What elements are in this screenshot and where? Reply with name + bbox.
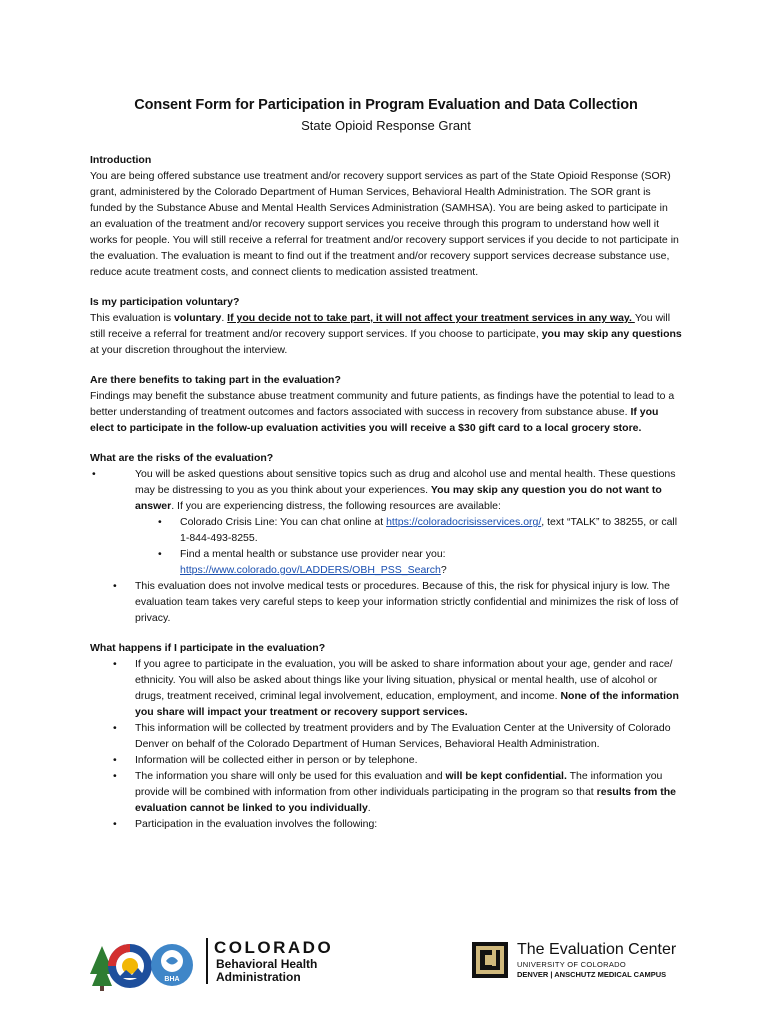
text-run: The information you provide will be combined with information from other individuals participating in the program so that xyxy=(135,770,663,798)
resources-list xyxy=(135,514,682,578)
document-subtitle: State Opioid Response Grant xyxy=(301,118,471,133)
text-run: Find a mental health or substance use provider near you: xyxy=(180,548,446,560)
benefits-paragraph xyxy=(90,388,682,436)
colorado-title: COLORADO xyxy=(206,938,366,958)
list-item: • This information will be collected by treatment providers and by The Evaluation Center at the University of Colorado Denver on behalf of the Colorado Department of Human Services, Behavioral Health Administration. xyxy=(90,720,682,752)
evaluation-center-title: The Evaluation Center xyxy=(517,941,677,958)
university-label: UNIVERSITY OF COLORADO xyxy=(517,960,626,969)
list-item: • This evaluation does not involve medical tests or procedures. Because of this, the risk for physical injury is low. The evaluation team takes very careful steps to keep your information strictly confidential and minimizes the risk of loss of privacy. xyxy=(90,578,682,626)
text-run: You will still receive a referral for treatment and/or recovery support services. If you choose to participate, xyxy=(90,312,671,340)
section-voluntary xyxy=(90,294,682,358)
participate-list xyxy=(90,656,682,832)
evaluation-center-wordmark xyxy=(517,940,676,980)
bold-run: None of the information you share will impact your treatment or recovery support services. xyxy=(135,690,679,718)
bold-run: voluntary xyxy=(174,312,222,324)
text-run: This evaluation is xyxy=(90,312,175,324)
crisis-services-link[interactable]: https://coloradocrisisservices.org/ xyxy=(386,516,542,528)
section-heading: Are there benefits to taking part in the evaluation? xyxy=(90,374,341,386)
bold-run: will be kept confidential. xyxy=(445,770,567,782)
list-item xyxy=(90,466,682,578)
list-item: • Participation in the evaluation involves the following: xyxy=(90,816,682,832)
bha-line-1: Behavioral Health xyxy=(206,958,366,971)
section-heading: What are the risks of the evaluation? xyxy=(90,452,274,464)
text-run: ? xyxy=(440,564,447,576)
text-run: . If you are experiencing distress, the following resources are available: xyxy=(171,500,501,512)
list-item xyxy=(135,546,682,578)
text-run: . xyxy=(221,312,228,324)
text-run: Findings may benefit the substance abuse treatment community and future patients, as findings have the potential to lead to a better understanding of treatment outcomes and factors associated with success in recovery from substance abuse. xyxy=(90,390,675,418)
section-participate xyxy=(90,640,682,832)
section-benefits xyxy=(90,372,682,436)
text-run: . xyxy=(367,802,371,814)
risks-list-continued xyxy=(90,578,682,626)
section-introduction xyxy=(90,152,682,280)
bold-run: You may skip any question you do not want to answer xyxy=(135,484,662,512)
list-item xyxy=(90,656,682,720)
section-heading: Introduction xyxy=(90,154,152,166)
page-footer xyxy=(0,936,770,996)
document-title: Consent Form for Participation in Program Evaluation and Data Collection xyxy=(134,97,638,113)
underlined-bold-run: If you decide not to take part, it will not affect your treatment services in any way. xyxy=(227,312,635,324)
colorado-bha-logo-icon xyxy=(88,938,198,992)
list-item: • Information will be collected either in person or by telephone. xyxy=(90,752,682,768)
section-risks xyxy=(90,450,682,626)
document-body xyxy=(90,96,682,846)
intro-paragraph: You are being offered substance use treatment and/or recovery support services as part of the State Opioid Response (SOR) grant, administered by the Colorado Department of Human Services, Behavioral Health Administration. The SOR grant is funded by the Substance Abuse and Mental Health Services Administration (SAMHSA). You are being asked to participate in an evaluation of the treatment and/or recovery support services you receive through this program to understand how well it works for people. You will still receive a referral for treatment and/or recovery support services if you decide to not participate in the evaluation. The evaluation is meant to find out if the treatment and/or recovery support services decrease substance use, reduce acute treatment costs, and connect clients to medication assisted treatment. xyxy=(90,170,679,278)
provider-search-link[interactable]: https://www.colorado.gov/LADDERS/OBH_PSS_Search xyxy=(180,564,441,576)
list-item xyxy=(135,514,682,546)
text-run: The information you share will only be used for this evaluation and xyxy=(135,770,446,782)
bold-run: results from the evaluation cannot be linked to you individually xyxy=(135,786,677,814)
text-run: at your discretion throughout the interview. xyxy=(90,344,288,356)
cu-logo-icon xyxy=(470,940,510,980)
colorado-bha-wordmark xyxy=(206,938,366,984)
list-item xyxy=(90,768,682,816)
text-run: , text “TALK” to 38255, or call 1-844-493-8255. xyxy=(180,516,678,544)
text-run: Colorado Crisis Line: You can chat online at xyxy=(180,516,387,528)
section-heading: Is my participation voluntary? xyxy=(90,296,240,308)
bha-line-2: Administration xyxy=(206,971,366,984)
bold-run: you may skip any questions xyxy=(541,328,682,340)
text-run: If you agree to participate in the evaluation, you will be asked to share information about your age, gender and race/ ethnicity. You will also be asked about things like your living situation, physical or mental health, use of alcohol or drugs, treatment received, criminal legal involvement, education, employment, and income. xyxy=(135,658,673,702)
text-run: You will be asked questions about sensitive topics such as drug and alcohol use and mental health. These questions may be distressing to you as you think about your experiences. xyxy=(135,468,676,496)
risks-list xyxy=(90,466,682,578)
voluntary-paragraph xyxy=(90,310,682,358)
bha-badge-label: BHA xyxy=(164,976,180,983)
bold-run: If you elect to participate in the follow-up evaluation activities you will receive a $30 gift card to a local grocery store. xyxy=(90,406,659,434)
section-heading: What happens if I participate in the evaluation? xyxy=(90,642,326,654)
campus-label: DENVER | ANSCHUTZ MEDICAL CAMPUS xyxy=(517,970,667,979)
